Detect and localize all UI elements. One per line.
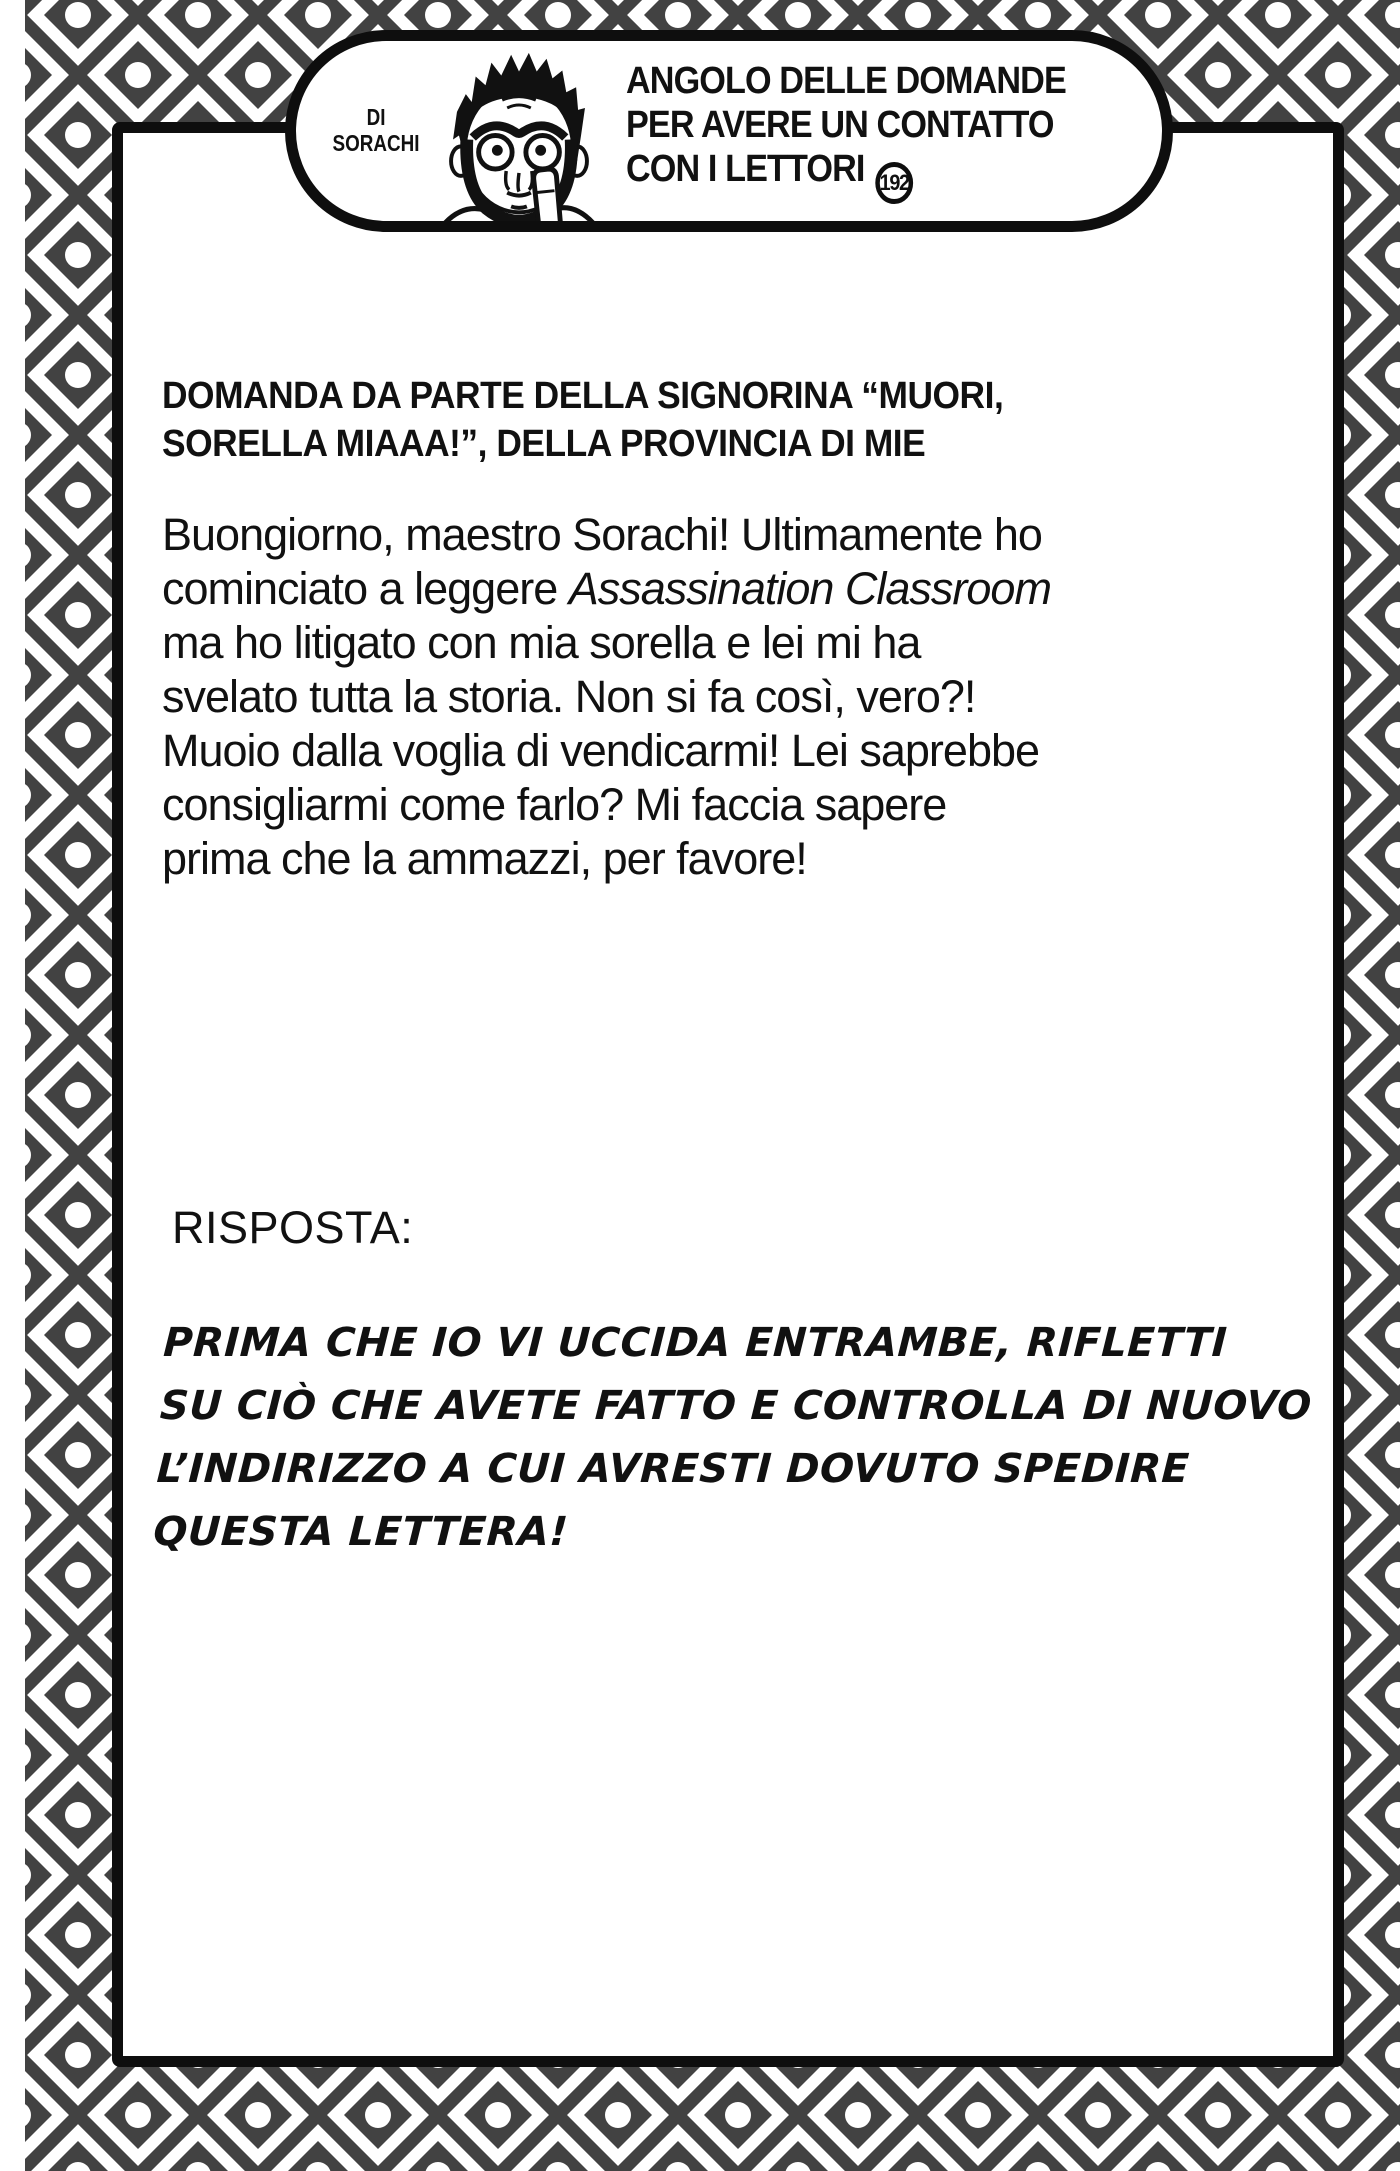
- text-segment: svelato tutta la storia. Non si fa così, vero?!: [162, 671, 976, 722]
- monkey-face-illustration: [430, 41, 608, 221]
- finger: [534, 169, 562, 221]
- mouth: [511, 206, 527, 207]
- question-header-line1: DOMANDA DA PARTE DELLA SIGNORINA “MUORI,: [162, 375, 1004, 417]
- text-segment: Muoio dalla voglia di vendicarmi! Lei saprebbe: [162, 725, 1040, 776]
- text-segment: Buongiorno, maestro Sorachi! Ultimamente ho: [162, 509, 1042, 560]
- text-segment: ma ho litigato con mia sorella e lei mi ha: [162, 617, 921, 668]
- text-line: PRIMA CHE IO VI UCCIDA ENTRAMBE, RIFLETTI: [162, 1320, 1229, 1366]
- text-line: [162, 616, 1051, 670]
- question-header: [162, 372, 1003, 468]
- text-line: [162, 724, 1051, 778]
- question-header-line2: SORELLA MIAAA!”, DELLA PROVINCIA DI MIE: [162, 423, 926, 465]
- column-title-line3-text: CON I LETTORI: [626, 147, 865, 190]
- author-credit: [332, 105, 421, 157]
- text-line: [162, 832, 1051, 886]
- pupil-left: [492, 145, 503, 156]
- issue-number-badge: 192: [875, 162, 913, 204]
- column-title: [626, 59, 1066, 204]
- pupil-right: [535, 145, 546, 156]
- text-line: [162, 562, 1051, 616]
- text-segment: consigliarmi come farlo? Mi faccia sapere: [162, 779, 947, 830]
- header-badge: [285, 30, 1173, 232]
- text-line: [162, 670, 1051, 724]
- text-line: [162, 778, 1051, 832]
- work-title-italic: Assassination Classroom: [568, 563, 1051, 614]
- text-line: [162, 508, 1051, 562]
- author-credit-line2: SORACHI: [332, 130, 420, 156]
- answer-label: RISPOSTA:: [172, 1202, 414, 1253]
- finger-knuckle: [536, 191, 555, 193]
- column-title-line1: ANGOLO DELLE DOMANDE: [626, 59, 1066, 102]
- sorachi-portrait: [430, 41, 608, 221]
- column-title-line2: PER AVERE UN CONTATTO: [626, 103, 1054, 146]
- answer-text: [152, 1312, 1317, 1564]
- text-segment: cominciato a leggere: [162, 563, 569, 614]
- author-credit-line1: DI: [366, 104, 386, 131]
- text-line: QUESTA LETTERA!: [152, 1509, 570, 1555]
- column-title-line3: [626, 147, 1066, 204]
- question-body: [162, 508, 1051, 886]
- text-segment: prima che la ammazzi, per favore!: [162, 833, 807, 884]
- text-line: L’INDIRIZZO A CUI AVRESTI DOVUTO SPEDIRE: [155, 1446, 1191, 1492]
- text-line: SU CIÒ CHE AVETE FATTO E CONTROLLA DI NUOVO: [158, 1383, 1313, 1429]
